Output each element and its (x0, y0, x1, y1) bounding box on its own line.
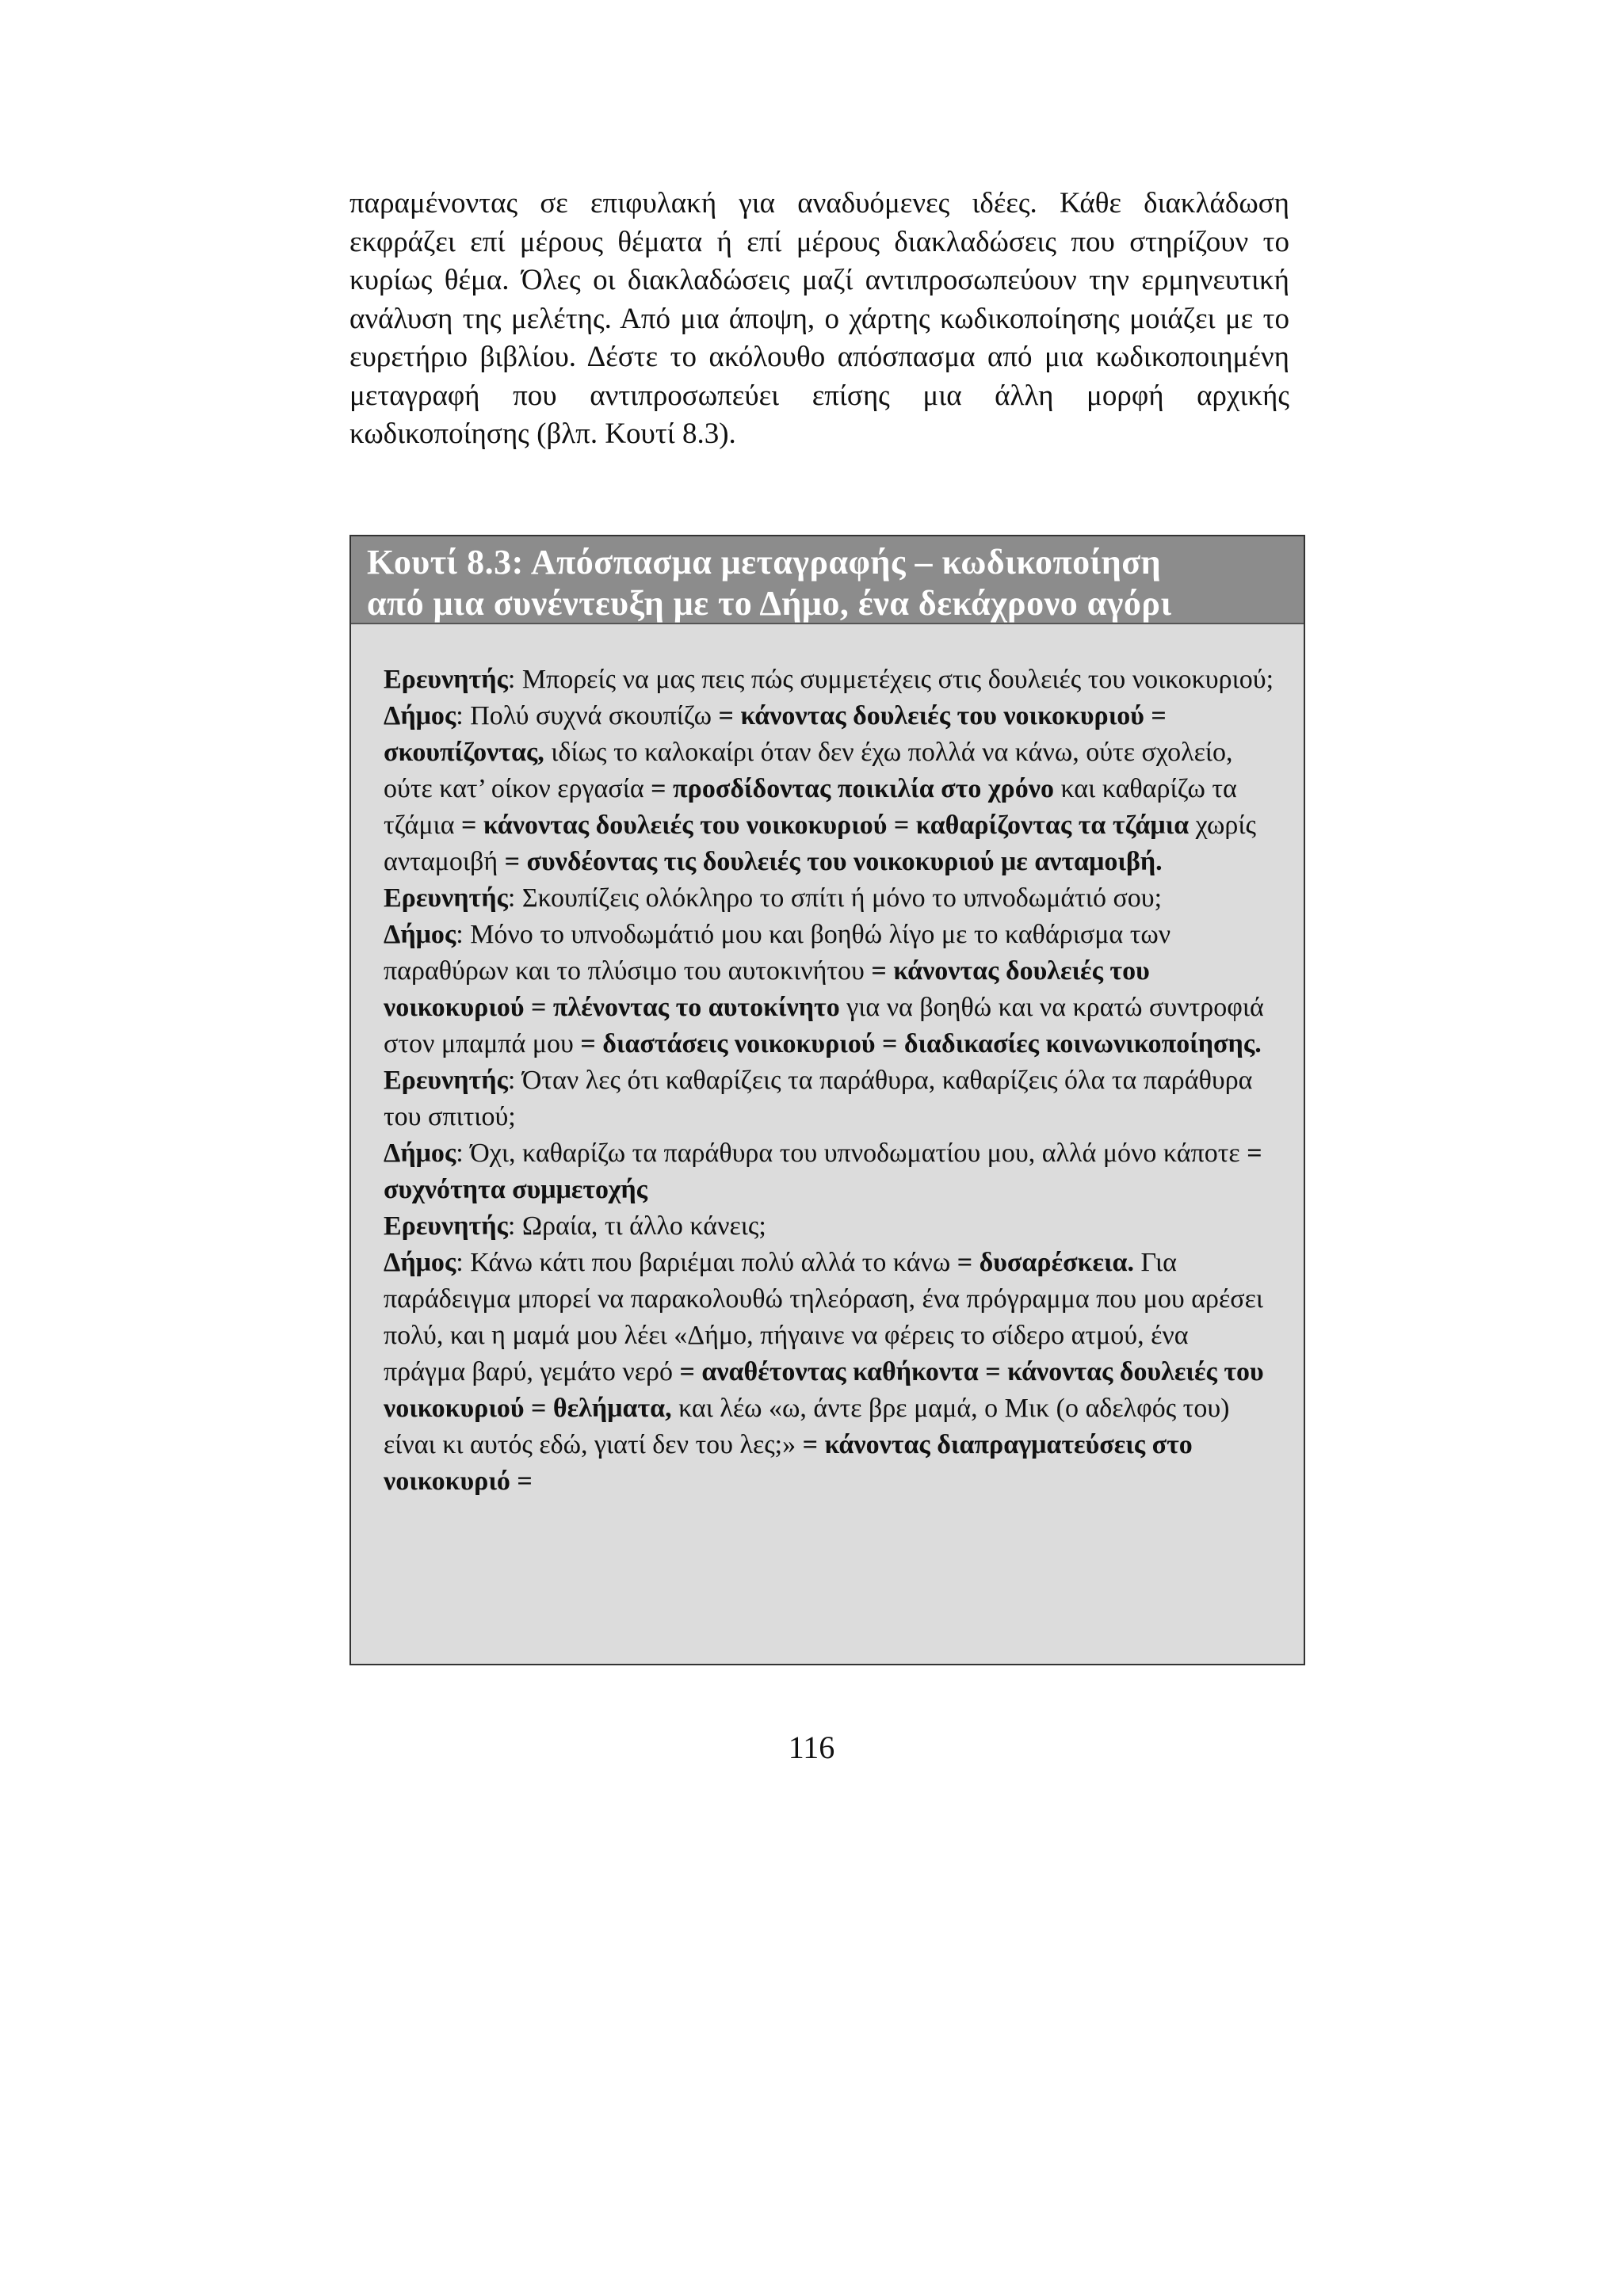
utterance-text: : Μπορείς να μας πεις πώς συμμετέχεις στις δουλειές του νοικοκυριού; (507, 665, 1274, 694)
utterance-text: και καθαρίζω τα τζάμια (384, 774, 1237, 840)
speaker-label: Ερευνητής (384, 883, 508, 913)
transcript-turn (384, 698, 1275, 880)
speaker-label: Ερευνητής (384, 1211, 508, 1241)
speaker-label: Δήμος (384, 1138, 456, 1168)
utterance-text: : Κάνω κάτι που βαριέμαι πολύ αλλά το κάνω (456, 1248, 957, 1277)
transcript-turn (384, 1062, 1275, 1135)
utterance-text: : Όχι, καθαρίζω τα παράθυρα του υπνοδωματίου μου, αλλά μόνο κάποτε (456, 1138, 1247, 1168)
utterance-text: Για παράδειγμα μπορεί να παρακολουθώ τηλεόραση, ένα πρόγραμμα που μου αρέσει πολύ, και η μαμά μου λέει «Δήμο, πήγαινε να φέρεις το σίδερο ατμού, ένα πράγμα βαρύ, γεμάτο νερό (384, 1248, 1264, 1386)
speaker-label: Δήμος (384, 701, 456, 730)
transcript-turn (384, 880, 1275, 917)
code-label: = κάνοντας δουλειές του νοικοκυριού = πλένοντας το αυτοκίνητο (384, 956, 1150, 1022)
utterance-text: και λέω «ω, άντε βρε μαμά, ο Μικ (ο αδελφός του) είναι κι αυτός εδώ, γιατί δεν του λες;» (384, 1394, 1230, 1459)
code-label: = κάνοντας δουλειές του νοικοκυριού = καθαρίζοντας τα τζάμια (461, 810, 1190, 840)
speaker-label: Δήμος (384, 1248, 456, 1277)
transcript-turn (384, 1245, 1275, 1500)
code-label: = προσδίδοντας ποικιλία στο χρόνο (651, 774, 1054, 803)
text-box-8-3 (349, 535, 1305, 1665)
page-number: 116 (788, 1730, 835, 1765)
box-title (367, 542, 1288, 624)
body-paragraph: παραμένοντας σε επιφυλακή για αναδυόμενες ιδέες. Κάθε διακλάδωση εκφράζει επί μέρους θέματα ή επί μέρους διακλαδώσεις που στηρίζουν το κυρίως θέμα. Όλες οι διακλαδώσεις μαζί αντιπροσωπεύουν την ερμηνευτική ανάλυση της μελέτης. Από μια άποψη, ο χάρτης κωδικοποίησης μοιάζει με το ευρετήριο βιβλίου. Δέστε το ακόλουθο απόσπασμα από μια κωδικοποιημένη μεταγραφή που αντιπροσωπεύει επίσης μια άλλη μορφή αρχικής κωδικοποίησης (βλπ. Κουτί 8.3). (349, 187, 1289, 450)
utterance-text: χωρίς ανταμοιβή (384, 810, 1256, 876)
code-label: = αναθέτοντας καθήκοντα = κάνοντας δουλειές του νοικοκυριού = θελήματα, (384, 1357, 1264, 1423)
transcript-turn (384, 1208, 1275, 1245)
utterance-text: για να βοηθώ και να κρατώ συντροφιά στον μπαμπά μου (384, 993, 1264, 1058)
utterance-text: ιδίως το καλοκαίρι όταν δεν έχω πολλά να κάνω, ούτε σχολείο, ούτε κατ’ οίκον εργασία (384, 738, 1233, 803)
utterance-text: : Ωραία, τι άλλο κάνεις; (507, 1211, 766, 1241)
box-title-line-1: Κουτί 8.3: Απόσπασμα μεταγραφής – κωδικοποίηση (367, 543, 1162, 582)
code-label: = κάνοντας διαπραγματεύσεις στο νοικοκυριό = (384, 1430, 1193, 1496)
utterance-text: : Όταν λες ότι καθαρίζεις τα παράθυρα, καθαρίζεις όλα τα παράθυρα του σπιτιού; (384, 1066, 1253, 1131)
code-label: = διαστάσεις νοικοκυριού = διαδικασίες κοινωνικοποίησης. (580, 1029, 1262, 1058)
box-title-line-2: από μια συνέντευξη με το Δήμο, ένα δεκάχρονο αγόρι (367, 584, 1172, 623)
utterance-text: : Μόνο το υπνοδωμάτιό μου και βοηθώ λίγο με το καθάρισμα των παραθύρων και το πλύσιμο του αυτοκινήτου (384, 920, 1171, 986)
transcript-turn (384, 917, 1275, 1062)
speaker-label: Ερευνητής (384, 1066, 508, 1095)
utterance-text: : Πολύ συχνά σκουπίζω (456, 701, 719, 730)
code-label: = κάνοντας δουλειές του νοικοκυριού = σκουπίζοντας, (384, 701, 1167, 767)
utterance-text: : Σκουπίζεις ολόκληρο το σπίτι ή μόνο το υπνοδωμάτιό σου; (507, 883, 1163, 913)
code-label: = δυσαρέσκεια. (957, 1248, 1135, 1277)
transcript-turn (384, 662, 1275, 698)
box-header (351, 536, 1304, 624)
transcript-excerpt (384, 662, 1275, 1500)
speaker-label: Δήμος (384, 920, 456, 949)
code-label: = συχνότητα συμμετοχής (384, 1138, 1262, 1204)
speaker-label: Ερευνητής (384, 665, 508, 694)
code-label: = συνδέοντας τις δουλειές του νοικοκυριού με ανταμοιβή. (504, 847, 1163, 876)
transcript-turn (384, 1135, 1275, 1208)
